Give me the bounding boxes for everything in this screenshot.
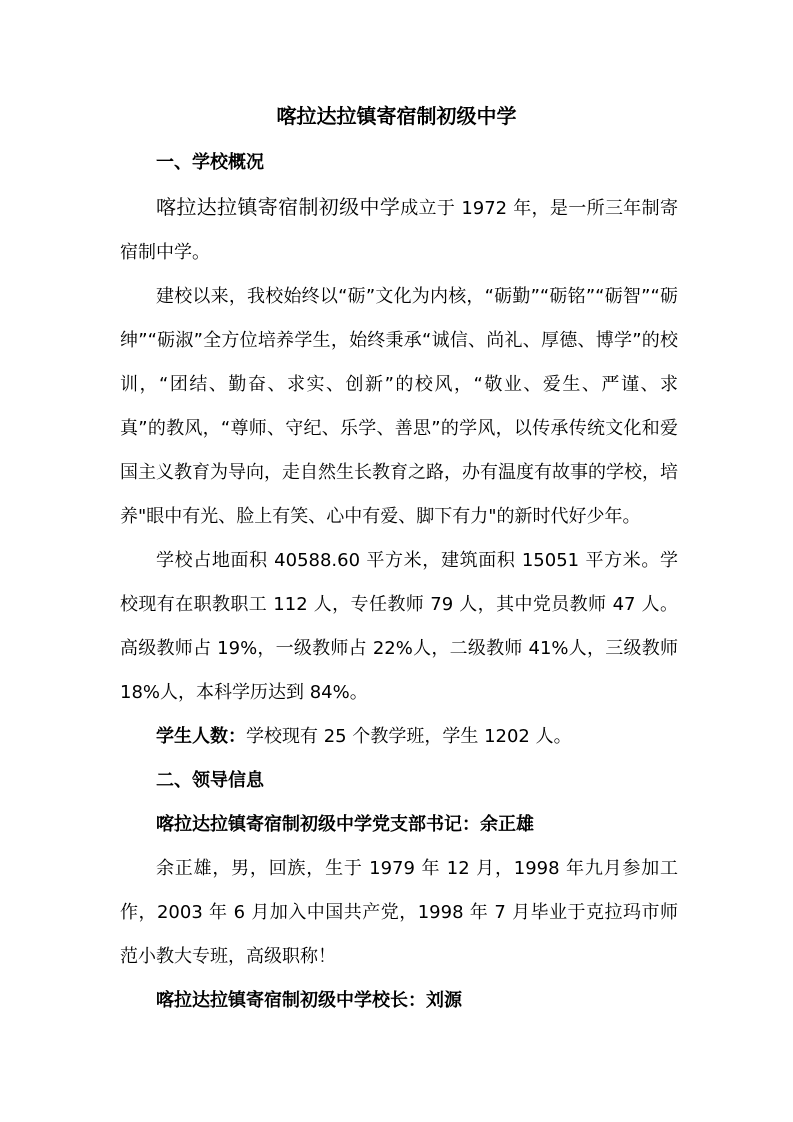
paragraph-facilities-staff: 学校占地面积 40588.60 平方米，建筑面积 15051 平方米。学校现有在职教职工 112 人，专任教师 79 人，其中党员教师 47 人。高级教师占 19%，一级教师占 22%人，二级教师 41%人，三级教师 18%人，本科学历达到 84%。 [120, 550, 678, 703]
party-secretary-bio: 余正雄，男，回族，生于 1979 年 12 月，1998 年九月参加工作，2003 年 6 月加入中国共产党，1998 年 7 月毕业于克拉玛市师范小教大专班，高级职称！ [120, 858, 678, 967]
paragraph-student-count [120, 715, 678, 759]
section-heading-leadership: 二、领导信息 [156, 770, 264, 791]
paragraph-school-culture: 建校以来，我校始终以“砺”文化为内核，“砺勤”“砺铭”“砺智”“砺绅”“砺淑”全方位培养学生，始终秉承“诚信、尚礼、厚德、博学”的校训，“团结、勤奋、求实、创新”的校风，“敬业、爱生、严谨、求真”的教风，“尊师、守纪、乐学、善思”的学风，以传承传统文化和爱国主义教育为导向，走自然生长教育之路，办有温度有故事的学校，培养"眼中有光、脸上有笑、心中有爱、脚下有力"的新时代好少年。 [120, 286, 678, 527]
student-count-label: 学生人数： [156, 726, 246, 747]
section-heading-school-overview: 一、学校概况 [156, 152, 264, 173]
intro-school-name: 喀拉达拉镇寄宿制初级中学 [156, 195, 401, 219]
party-secretary-heading: 喀拉达拉镇寄宿制初级中学党支部书记：余正雄 [156, 814, 534, 835]
document-title: 喀拉达拉镇寄宿制初级中学 [276, 104, 517, 128]
document-body [120, 141, 678, 1023]
student-count-text: 学校现有 25 个教学班，学生 1202 人。 [246, 726, 572, 747]
paragraph-intro [120, 185, 678, 275]
intro-text: 成立于 1972 年，是一所三年制寄宿制中学。 [120, 198, 678, 263]
principal-heading: 喀拉达拉镇寄宿制初级中学校长：刘源 [156, 990, 462, 1011]
